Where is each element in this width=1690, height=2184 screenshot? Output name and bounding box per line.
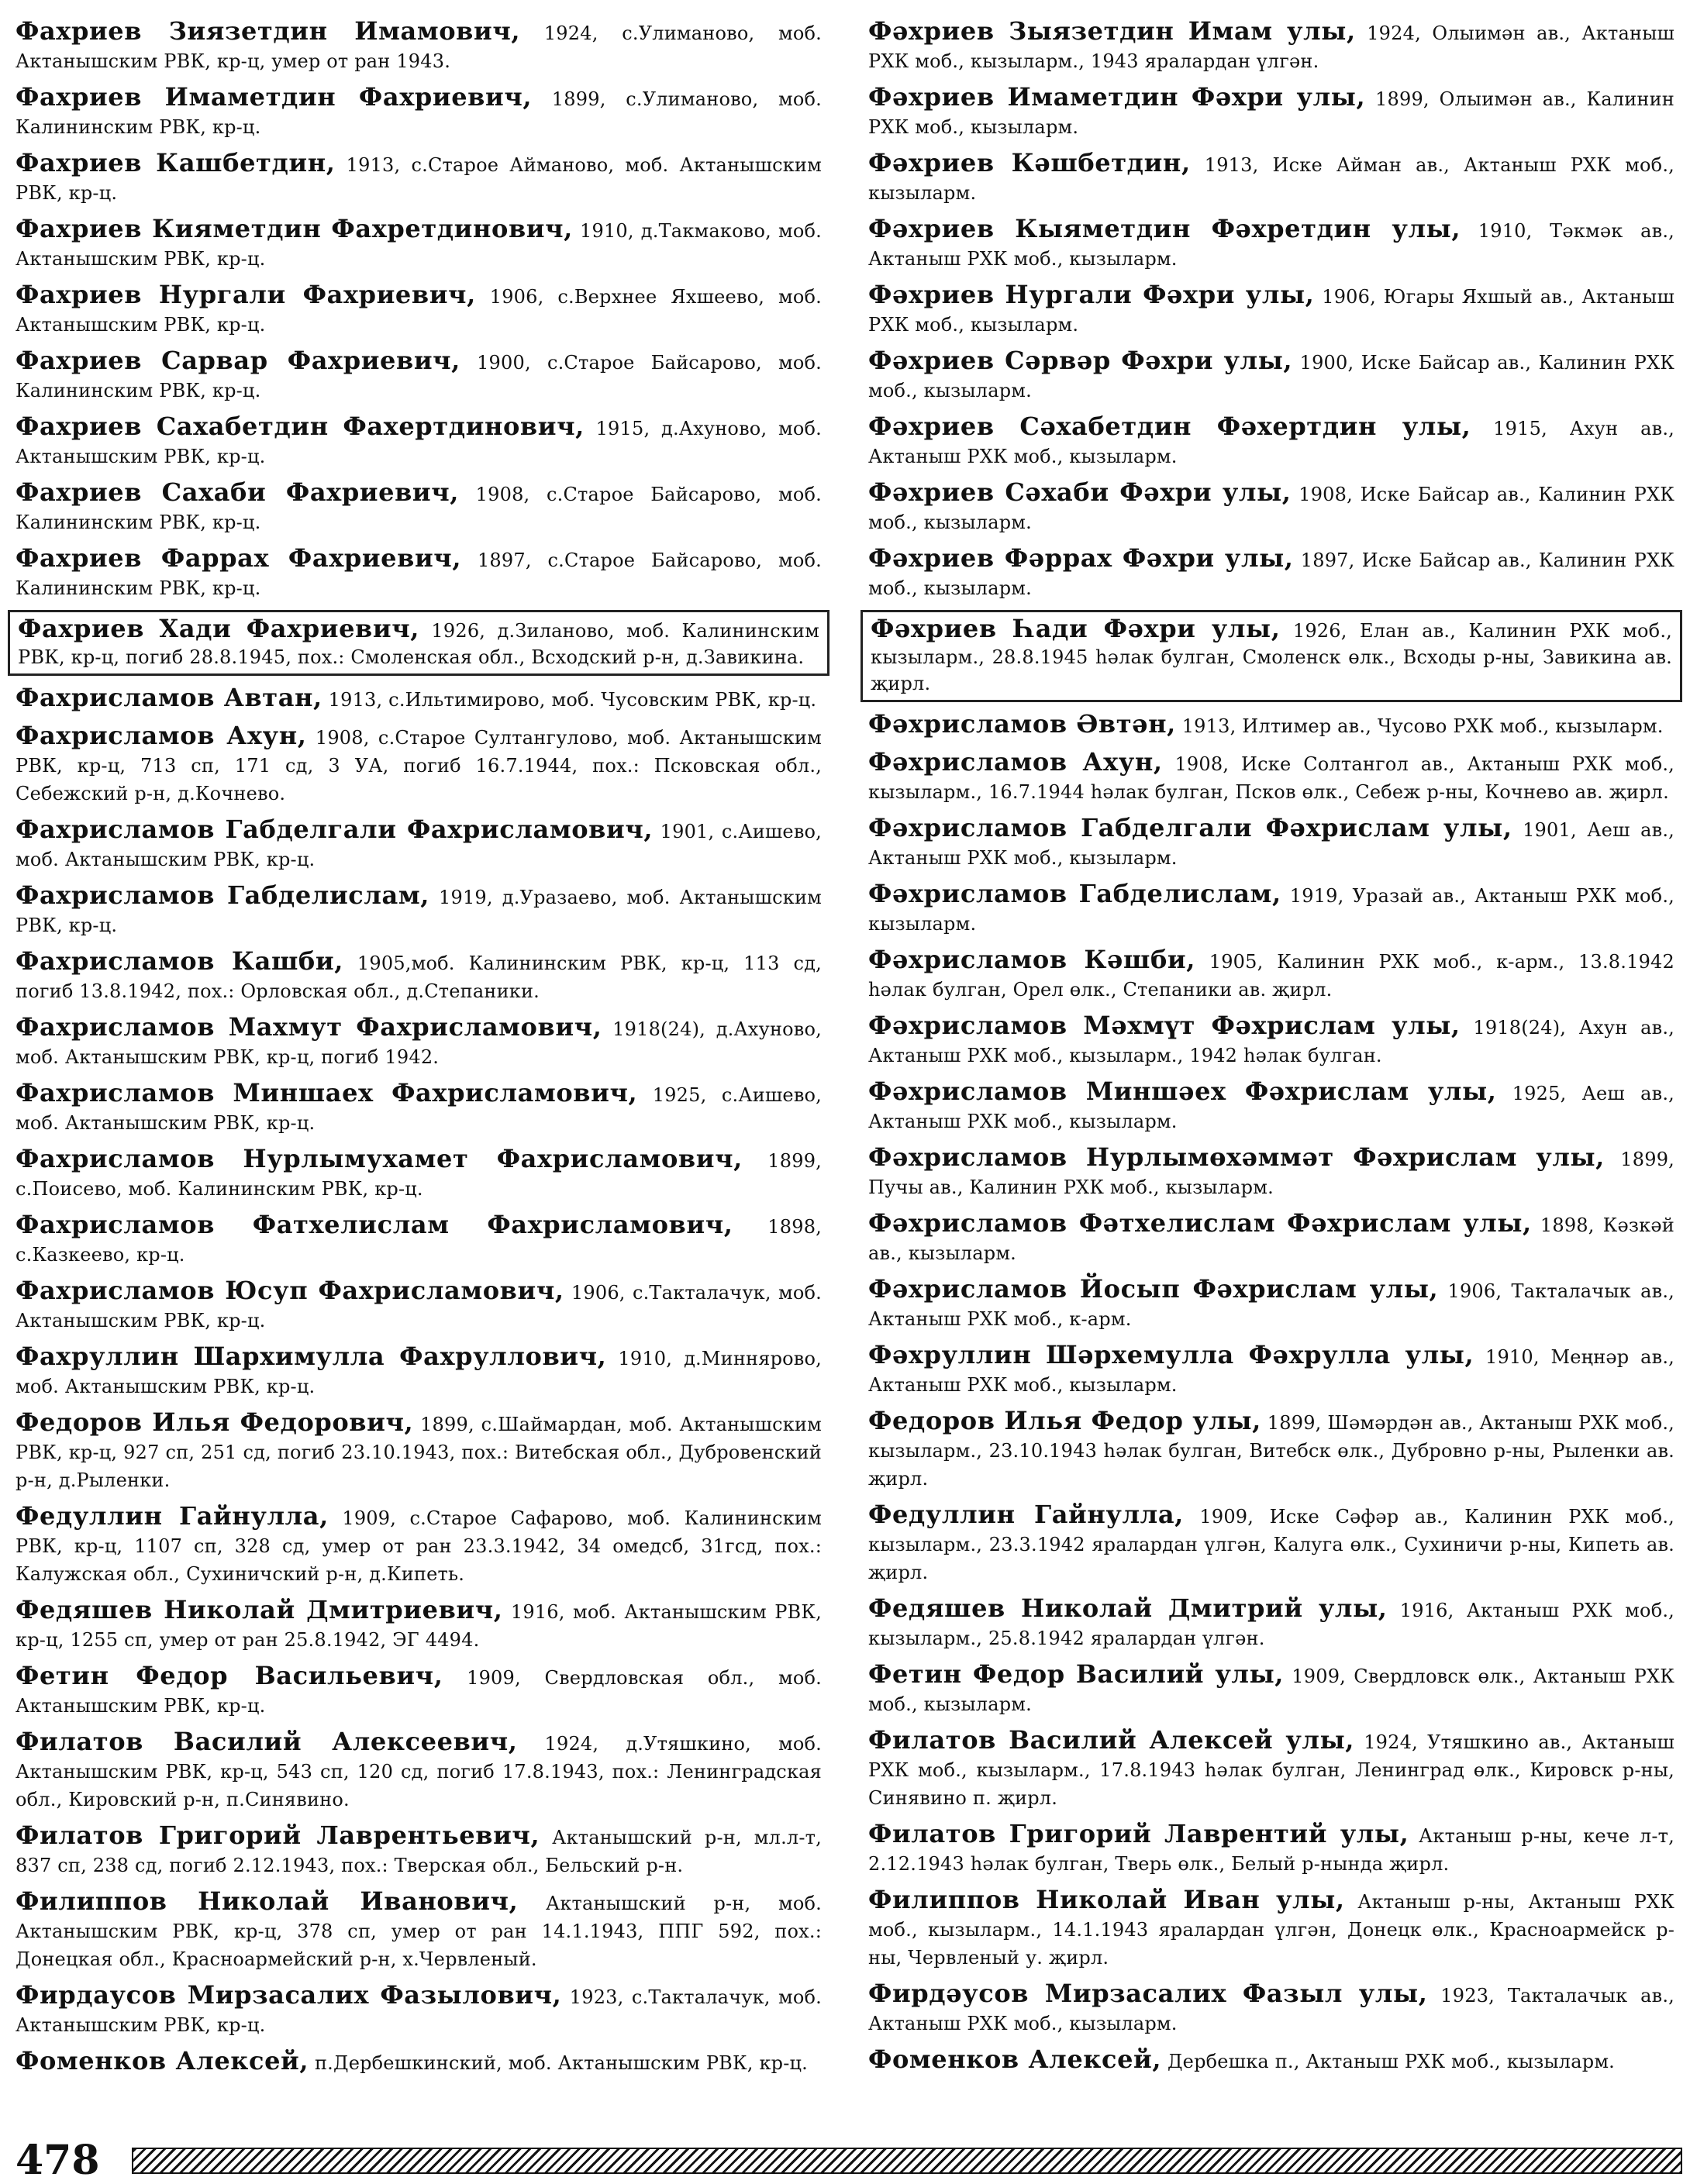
- tatar-entry-details: Дербешка п., Актаныш РХК моб., кызыларм.: [1161, 2051, 1616, 2072]
- russian-entry-name: Фахрисламов Махмут Фахрисламович,: [16, 1012, 602, 1042]
- tatar-entry: [868, 1341, 1674, 1399]
- tatar-entry-details: 1908, Иске Байсар ав., Калинин РХК моб., кызыларм.: [868, 484, 1675, 533]
- tatar-entry-details: 1909, Иске Сәфәр ав., Калинин РХК моб., кызыларм., 23.3.1942 яралардан үлгән, Калуга өлк., Сухиничи р-ны, Кипеть ав. җирл.: [868, 1506, 1674, 1583]
- russian-entry-details: 1908, с.Старое Байсарово, моб. Калининским РВК, кр-ц.: [16, 484, 822, 533]
- tatar-entry-details: 1909, Свердловск өлк., Актаныш РХК моб., кызыларм.: [868, 1666, 1674, 1715]
- tatar-entry-name: Фәхриев Кыяметдин Фәхретдин улы,: [868, 214, 1461, 243]
- russian-entry-details: 1923, с.Такталачук, моб. Актанышским РВК, кр-ц.: [16, 1986, 822, 2036]
- russian-entry-name: Фахрисламов Фатхелислам Фахрисламович,: [16, 1210, 733, 1239]
- russian-entry-name: Фахриев Имаметдин Фахриевич,: [16, 82, 533, 112]
- tatar-entry-name: Фәхриев Һади Фәхри улы,: [871, 614, 1281, 643]
- russian-entry: [16, 2047, 822, 2077]
- tatar-entry-details: 1916, Актаныш РХК моб., кызыларм., 25.8.1942 яралардан үлгән.: [868, 1600, 1674, 1649]
- tatar-entry: [868, 412, 1674, 470]
- tatar-entry-name: Фәхриев Фәррах Фәхри улы,: [868, 543, 1294, 573]
- tatar-entry-details: 1900, Иске Байсар ав., Калинин РХК моб., кызыларм.: [868, 352, 1674, 401]
- tatar-entry: [868, 880, 1674, 938]
- russian-entry: [16, 1342, 822, 1400]
- russian-entry-name: Фетин Федор Васильевич,: [16, 1661, 443, 1690]
- tatar-entry-details: 1899, Олыимән ав., Калинин РХК моб., кызыларм.: [868, 88, 1674, 138]
- russian-entry-name: Фахриев Нургали Фахриевич,: [16, 280, 476, 309]
- russian-entry: [16, 1821, 822, 1879]
- tatar-entry: [868, 83, 1674, 141]
- russian-entry-details: 1924, с.Улиманово, моб. Актанышским РВК, кр-ц, умер от ран 1943.: [16, 22, 823, 72]
- tatar-entry-details: 1899, Пучы ав., Калинин РХК моб., кызыларм.: [868, 1149, 1674, 1198]
- tatar-entry-details: 1918(24), Ахун ав., Актаныш РХК моб., кызыларм., 1942 һәлак булган.: [868, 1017, 1674, 1066]
- tatar-entry-details: 1925, Аеш ав., Актаныш РХК моб., кызыларм.: [868, 1083, 1674, 1132]
- tatar-entry-name: Фәхрисламов Мәхмүт Фәхрислам улы,: [868, 1011, 1461, 1040]
- russian-entry: [16, 947, 822, 1005]
- tatar-entry-name: Фәхрисламов Нурлымөхәммәт Фәхрислам улы,: [868, 1142, 1605, 1172]
- tatar-entry-name: Фәхруллин Шәрхемулла Фәхрулла улы,: [868, 1340, 1474, 1369]
- russian-entry: [16, 1502, 822, 1588]
- tatar-entry: [868, 215, 1674, 273]
- tatar-entry-details: 1910, Меңнәр ав., Актаныш РХК моб., кызыларм.: [868, 1346, 1674, 1396]
- tatar-entry-name: Фәхриев Сәхаби Фәхри улы,: [868, 477, 1292, 507]
- russian-entry-details: Актанышский р-н, моб. Актанышским РВК, кр-ц, 378 сп, умер от ран 14.1.1943, ППГ 592, пох.: Донецкая обл., Красноармейский р-н, х.Червленый.: [16, 1893, 822, 1970]
- russian-entry: [16, 881, 822, 939]
- russian-entry-name: Филатов Григорий Лаврентьевич,: [16, 1821, 540, 1850]
- tatar-entry-name: Фәхрисламов Әвтән,: [868, 709, 1176, 739]
- russian-entry-details: 1897, с.Старое Байсарово, моб. Калининским РВК, кр-ц.: [16, 549, 823, 599]
- russian-entry: [16, 1596, 822, 1654]
- russian-entry-details: 1900, с.Старое Байсарово, моб. Калининским РВК, кр-ц.: [16, 352, 823, 401]
- russian-entry-name: Фахриев Зиязетдин Имамович,: [16, 16, 521, 46]
- tatar-entry: [868, 1209, 1674, 1267]
- russian-entry-details: 1916, моб. Актанышским РВК, кр-ц, 1255 сп, умер от ран 25.8.1942, ЭГ 4494.: [16, 1601, 822, 1651]
- russian-entry: [16, 281, 822, 339]
- page-footer: [16, 2139, 1682, 2182]
- russian-entry-details: 1898, с.Казкеево, кр-ц.: [16, 1216, 822, 1266]
- tatar-entry-details: 1924, Олыимән ав., Актаныш РХК моб., кызыларм., 1943 яралардан үлгән.: [868, 22, 1675, 72]
- tatar-entry-details: 1899, Шәмәрдән ав., Актаныш РХК моб., кызыларм., 23.10.1943 һәлак булган, Витебск өлк., Дубровно р-ны, Рыленки ав. җирл.: [868, 1412, 1674, 1490]
- russian-entry-details: 1915, д.Ахуново, моб. Актанышским РВК, кр-ц.: [16, 418, 822, 467]
- russian-entry-name: Фахриев Сарвар Фахриевич,: [16, 346, 460, 375]
- tatar-entry: [868, 1660, 1674, 1718]
- russian-entry-details: 1905,моб. Калининским РВК, кр-ц, 113 сд, погиб 13.8.1942, пох.: Орловская обл., д.Степаники.: [16, 952, 822, 1002]
- russian-entry-name: Филатов Василий Алексеевич,: [16, 1727, 518, 1756]
- russian-entry-name: Фоменков Алексей,: [16, 2046, 309, 2075]
- russian-column: [16, 17, 822, 2110]
- russian-entry: [16, 1662, 822, 1720]
- tatar-entry-name: Фәхриев Сәрвәр Фәхри улы,: [868, 346, 1293, 375]
- tatar-entry-details: 1919, Уразай ав., Актаныш РХК моб., кызыларм.: [868, 885, 1674, 935]
- russian-entry-details: 1919, д.Уразаево, моб. Актанышским РВК, кр-ц.: [16, 887, 823, 936]
- russian-entry-name: Фахриев Сахаби Фахриевич,: [16, 477, 460, 507]
- russian-entry-name: Фахрисламов Автан,: [16, 683, 322, 712]
- russian-entry-name: Федяшев Николай Дмитриевич,: [16, 1595, 503, 1624]
- russian-entry: [16, 346, 822, 405]
- tatar-entry-details: 1908, Иске Солтангол ав., Актаныш РХК моб., кызыларм., 16.7.1944 һәлак булган, Псков өлк., Себеж р-ны, Кочнево ав. җирл.: [868, 753, 1674, 803]
- russian-entry-details: Актанышский р-н, мл.л-т, 837 сп, 238 сд, погиб 2.12.1943, пох.: Тверская обл., Бельский р-н.: [16, 1827, 822, 1876]
- russian-entry: [16, 1013, 822, 1071]
- russian-entry-details: 1918(24), д.Ахуново, моб. Актанышским РВК, кр-ц, погиб 1942.: [16, 1018, 822, 1068]
- tatar-entry: [868, 1407, 1674, 1493]
- russian-entry-details: 1910, д.Такмаково, моб. Актанышским РВК, кр-ц.: [16, 220, 823, 270]
- tatar-entry-details: 1898, Кәзкәй ав., кызыларм.: [868, 1214, 1674, 1264]
- russian-entry-name: Фахрисламов Ахун,: [16, 721, 307, 750]
- tatar-entry: [868, 17, 1674, 75]
- russian-entry-name: Фахрисламов Габделислам,: [16, 880, 430, 910]
- tatar-entry: [868, 1886, 1674, 1972]
- tatar-entry: [868, 1143, 1674, 1201]
- russian-entry-name: Федуллин Гайнулла,: [16, 1501, 329, 1531]
- russian-entry: [16, 1079, 822, 1137]
- russian-entry: [16, 684, 822, 714]
- tatar-entry-details: 1923, Такталачык ав., Актаныш РХК моб., кызыларм.: [868, 1985, 1674, 2034]
- tatar-entry: [868, 281, 1674, 339]
- page-number: 478: [16, 2137, 100, 2184]
- tatar-entry-name: Федоров Илья Федор улы,: [868, 1406, 1261, 1435]
- russian-entry-details: 1908, с.Старое Султангулово, моб. Актанышским РВК, кр-ц, 713 сп, 171 сд, 3 УА, погиб 16.7.1944, пох.: Псковская обл., Себежский р-н, д.Кочнево.: [16, 727, 822, 804]
- tatar-entry-details: Актаныш р-ны, Актаныш РХК моб., кызыларм., 14.1.1943 яралардан үлгән, Донецк өлк., Красноармейск р-ны, Червленый у. җирл.: [868, 1891, 1674, 1969]
- russian-entry-details: 1909, с.Старое Сафарово, моб. Калининским РВК, кр-ц, 1107 сп, 328 сд, умер от ран 23.3.1942, 34 омедсб, 31гсд, пох.: Калужская обл., Сухиничский р-н, д.Кипеть.: [16, 1507, 822, 1585]
- tatar-entry-name: Фәхриев Сәхабетдин Фәхертдин улы,: [868, 412, 1471, 441]
- russian-entry-name: Фахруллин Шархимулла Фахруллович,: [16, 1342, 607, 1371]
- russian-entry-name: Фахрисламов Нурлымухамет Фахрисламович,: [16, 1144, 743, 1173]
- russian-entry: [16, 1728, 822, 1814]
- tatar-entry-name: Фәхриев Кәшбетдин,: [868, 148, 1191, 177]
- russian-entry-details: 1899, с.Улиманово, моб. Калининским РВК, кр-ц.: [16, 88, 822, 138]
- tatar-entry-details: 1906, Югары Яхшый ав., Актаныш РХК моб., кызыларм.: [868, 286, 1674, 336]
- tatar-entry: [868, 346, 1674, 405]
- russian-entry-details: 1925, с.Аишево, моб. Актанышским РВК, кр-ц.: [16, 1084, 823, 1134]
- tatar-entry-details: 1906, Такталачык ав., Актаныш РХК моб., к-арм.: [868, 1280, 1674, 1330]
- russian-entry: [16, 1408, 822, 1494]
- russian-entry-details: 1913, с.Старое Айманово, моб. Актанышским РВК, кр-ц.: [16, 154, 822, 204]
- russian-entry: [16, 1981, 822, 2039]
- tatar-entry-details: 1913, Илтимер ав., Чусово РХК моб., кызыларм.: [1175, 715, 1664, 737]
- russian-entry-name: Филиппов Николай Иванович,: [16, 1886, 519, 1916]
- tatar-entry-name: Фәхриев Зыязетдин Имам улы,: [868, 16, 1356, 46]
- tatar-entry: [868, 2045, 1674, 2075]
- tatar-entry: [868, 814, 1674, 872]
- tatar-entry: [868, 478, 1674, 536]
- tatar-entry: [868, 1011, 1674, 1070]
- russian-entry: [16, 149, 822, 207]
- tatar-entry-name: Фәхрисламов Кәшби,: [868, 945, 1195, 974]
- tatar-entry: [868, 1594, 1674, 1652]
- tatar-entry-name: Фетин Федор Василий улы,: [868, 1659, 1284, 1689]
- russian-entry: [16, 815, 822, 873]
- tatar-entry: [868, 149, 1674, 207]
- tatar-entry-name: Фәхрисламов Фәтхелислам Фәхрислам улы,: [868, 1208, 1532, 1238]
- tatar-entry-details: 1924, Утяшкино ав., Актаныш РХК моб., кызыларм., 17.8.1943 һәлак булган, Ленинград өлк., Кировск р-ны, Синявино п. җирл.: [868, 1731, 1674, 1809]
- russian-entry-name: Фахрисламов Габделгали Фахрисламович,: [16, 815, 654, 844]
- decorative-ornament-band: [132, 2148, 1682, 2174]
- tatar-entry-name: Филатов Василий Алексей улы,: [868, 1725, 1355, 1755]
- russian-entry-details: 1926, д.Зиланово, моб. Калининским РВК, кр-ц, погиб 28.8.1945, пох.: Смоленская обл., Всходский р-н, д.Завикина.: [18, 620, 819, 668]
- tatar-entry-details: 1926, Елан ав., Калинин РХК моб., кызыларм., 28.8.1945 һәлак булган, Смоленск өлк., Всходы р-ны, Завикина ав. җирл.: [871, 620, 1672, 694]
- russian-entry-name: Фахриев Фаррах Фахриевич,: [16, 543, 462, 573]
- russian-entry-name: Фирдаусов Мирзасалих Фазылович,: [16, 1980, 562, 2010]
- russian-entry: [8, 610, 829, 676]
- russian-entry-details: 1924, д.Утяшкино, моб. Актанышским РВК, кр-ц, 543 сп, 120 сд, погиб 17.8.1943, пох.: Ленинградская обл., Кировский р-н, п.Синявино.: [16, 1733, 822, 1810]
- tatar-entry-name: Фәхрисламов Габделислам,: [868, 879, 1281, 908]
- russian-entry-name: Фахриев Кашбетдин,: [16, 148, 336, 177]
- russian-entry-name: Федоров Илья Федорович,: [16, 1407, 414, 1437]
- russian-entry-name: Фахриев Хади Фахриевич,: [18, 614, 419, 643]
- russian-entry-name: Фахрисламов Миншаех Фахрисламович,: [16, 1078, 638, 1108]
- tatar-entry-details: 1915, Ахун ав., Актаныш РХК моб., кызыларм.: [868, 418, 1674, 467]
- russian-entry-name: Фахриев Сахабетдин Фахертдинович,: [16, 412, 585, 441]
- tatar-entry: [868, 710, 1674, 740]
- tatar-entry-details: 1897, Иске Байсар ав., Калинин РХК моб., кызыларм.: [868, 549, 1674, 599]
- russian-entry-details: 1906, с.Такталачук, моб. Актанышским РВК, кр-ц.: [16, 1282, 822, 1331]
- tatar-entry: [868, 1500, 1674, 1586]
- page-body: [16, 17, 1682, 2110]
- tatar-entry-name: Фәхрисламов Миншәех Фәхрислам улы,: [868, 1076, 1497, 1106]
- russian-entry: [16, 1145, 822, 1203]
- tatar-entry-details: 1913, Иске Айман ав., Актаныш РХК моб., кызыларм.: [868, 154, 1674, 204]
- russian-entry: [16, 1276, 822, 1335]
- russian-entry: [16, 1211, 822, 1269]
- tatar-entry-details: Актаныш р-ны, кече л-т, 2.12.1943 һәлак булган, Тверь өлк., Белый р-нында җирл.: [868, 1825, 1674, 1875]
- tatar-entry: [861, 610, 1682, 702]
- tatar-entry: [868, 946, 1674, 1004]
- russian-entry-name: Фахрисламов Юсуп Фахрисламович,: [16, 1276, 564, 1305]
- tatar-entry-details: 1910, Тәкмәк ав., Актаныш РХК моб., кызыларм.: [868, 220, 1675, 270]
- tatar-entry-name: Федуллин Гайнулла,: [868, 1500, 1184, 1529]
- russian-entry: [16, 83, 822, 141]
- tatar-entry-name: Филатов Григорий Лаврентий улы,: [868, 1819, 1409, 1848]
- russian-entry: [16, 478, 822, 536]
- tatar-entry-name: Фәхрисламов Йосып Фәхрислам улы,: [868, 1274, 1439, 1304]
- russian-entry: [16, 17, 822, 75]
- russian-entry-details: 1899, с.Шаймардан, моб. Актанышским РВК, кр-ц, 927 сп, 251 сд, погиб 23.10.1943, пох.: Витебская обл., Дубровенский р-н, д.Рыленки.: [16, 1414, 822, 1491]
- tatar-entry: [868, 1820, 1674, 1878]
- tatar-entry-name: Филиппов Николай Иван улы,: [868, 1885, 1345, 1914]
- russian-entry-details: 1906, с.Верхнее Яхшеево, моб. Актанышским РВК, кр-ц.: [16, 286, 822, 336]
- russian-entry-details: 1913, с.Ильтимирово, моб. Чусовским РВК, кр-ц.: [322, 689, 817, 711]
- tatar-entry: [868, 1275, 1674, 1333]
- tatar-entry-name: Федяшев Николай Дмитрий улы,: [868, 1593, 1388, 1623]
- tatar-entry-name: Фәхрисламов Ахун,: [868, 747, 1163, 777]
- russian-entry-details: 1901, с.Аишево, моб. Актанышским РВК, кр-ц.: [16, 821, 823, 870]
- tatar-entry-name: Фирдәусов Мирзасалих Фазыл улы,: [868, 1979, 1428, 2008]
- russian-entry-details: 1899, с.Поисево, моб. Калининским РВК, кр-ц.: [16, 1150, 822, 1200]
- tatar-entry-name: Фәхриев Нургали Фәхри улы,: [868, 280, 1315, 309]
- russian-entry-details: п.Дербешкинский, моб. Актанышским РВК, кр-ц.: [309, 2052, 808, 2074]
- russian-entry-name: Фахриев Кияметдин Фахретдинович,: [16, 214, 573, 243]
- tatar-entry: [868, 1979, 1674, 2038]
- tatar-entry: [868, 1077, 1674, 1135]
- tatar-column: [868, 17, 1674, 2110]
- tatar-entry: [868, 748, 1674, 806]
- russian-entry: [16, 544, 822, 602]
- russian-entry: [16, 722, 822, 808]
- tatar-entry: [868, 544, 1674, 602]
- tatar-entry-name: Фәхрисламов Габделгали Фәхрислам улы,: [868, 813, 1512, 842]
- tatar-entry-details: 1901, Аеш ав., Актаныш РХК моб., кызыларм.: [868, 819, 1674, 869]
- tatar-entry-details: 1905, Калинин РХК моб., к-арм., 13.8.1942 һәлак булган, Орел өлк., Степаники ав. җирл.: [868, 951, 1674, 1001]
- tatar-entry-name: Фәхриев Имаметдин Фәхри улы,: [868, 82, 1366, 112]
- russian-entry-details: 1909, Свердловская обл., моб. Актанышским РВК, кр-ц.: [16, 1667, 822, 1717]
- russian-entry-details: 1910, д.Миннярово, моб. Актанышским РВК, кр-ц.: [16, 1348, 822, 1397]
- russian-entry-name: Фахрисламов Кашби,: [16, 946, 343, 976]
- russian-entry: [16, 412, 822, 470]
- tatar-entry: [868, 1726, 1674, 1812]
- russian-entry: [16, 215, 822, 273]
- tatar-entry-name: Фоменков Алексей,: [868, 2044, 1162, 2074]
- russian-entry: [16, 1887, 822, 1973]
